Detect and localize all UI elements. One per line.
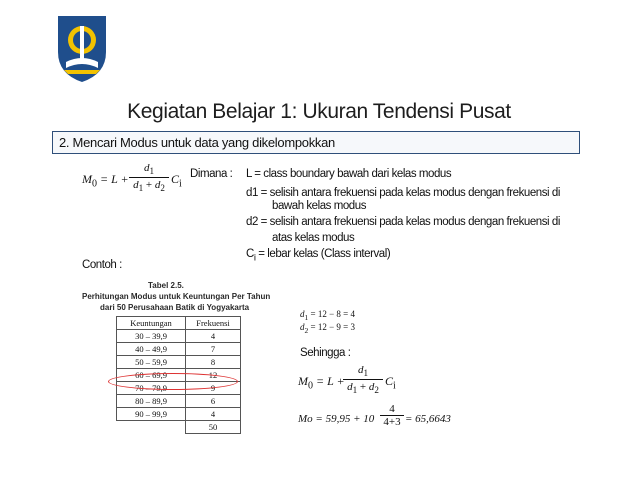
formula-ci: C — [385, 374, 394, 388]
d1-sub: 1 — [304, 312, 309, 322]
section-header-text: 2. Mencari Modus untuk data yang dikelompokkan — [59, 135, 335, 150]
table-caption-line2: dari 50 Perusahaan Batik di Yogyakarta — [100, 303, 250, 312]
formula-eq: = L + — [313, 374, 345, 388]
modus-class-highlight — [108, 373, 238, 390]
formula-den-b-sub: 2 — [160, 183, 165, 194]
formula-den-a: d — [133, 179, 139, 192]
table-cell: 9 — [186, 382, 241, 395]
table-total-cell: 50 — [186, 421, 241, 434]
table-cell: 50 – 59,9 — [117, 356, 186, 369]
table-header-cell: Keuntungan — [117, 317, 186, 330]
formula-den-a-sub: 1 — [138, 183, 144, 194]
d2-calculation — [300, 322, 355, 335]
formula-lhs-sub: 0 — [308, 380, 313, 392]
formula-ci-sub: i — [393, 380, 396, 392]
formula-den-a: d — [347, 381, 353, 394]
table-cell: 4 — [186, 330, 241, 343]
table-cell: 6 — [186, 395, 241, 408]
d1-symbol: d — [300, 309, 305, 319]
definition-d1-line2: bawah kelas modus — [272, 200, 366, 212]
table-cell: 8 — [186, 356, 241, 369]
formula-lhs-sub: 0 — [92, 178, 97, 190]
formula-den-b: d — [154, 179, 161, 192]
table-cell: 12 — [186, 369, 241, 382]
table-caption-title: Tabel 2.5. — [148, 281, 184, 290]
table-cell: 70 – 79,9 — [117, 382, 186, 395]
formula-lhs: M — [298, 374, 308, 388]
table-row — [117, 343, 241, 356]
modus-formula-repeat — [298, 362, 398, 400]
table-cell: 4 — [186, 408, 241, 421]
definition-l: L = class boundary bawah dari kelas modus — [246, 168, 452, 180]
table-row — [117, 356, 241, 369]
contoh-label: Contoh : — [82, 259, 122, 271]
table-row — [117, 330, 241, 343]
slide-title: Kegiatan Belajar 1: Ukuran Tendensi Pusat — [127, 100, 511, 123]
formula-den-plus: + — [357, 381, 369, 394]
formula-num: d — [357, 364, 364, 376]
d1-calculation — [300, 309, 355, 322]
definition-d1-line1: d1 = selisih antara frekuensi pada kelas modus dengan frekuensi di — [246, 187, 560, 199]
d2-symbol: d — [300, 322, 305, 332]
table-cell-empty — [117, 421, 186, 434]
section-header — [52, 131, 580, 154]
sehingga-label: Sehingga : — [300, 347, 351, 359]
modus-result — [298, 403, 458, 437]
formula-num-sub: 1 — [149, 166, 155, 177]
table-cell: 80 – 89,9 — [117, 395, 186, 408]
result-denominator: 4+3 — [383, 416, 401, 428]
formula-den-a-sub: 1 — [352, 385, 358, 396]
modus-formula — [82, 160, 182, 198]
result-prefix: Mo = 59,95 + 10 — [298, 413, 375, 425]
definition-ci-text: = lebar kelas (Class interval) — [255, 248, 391, 260]
d2-sub: 2 — [304, 325, 309, 335]
table-cell: 7 — [186, 343, 241, 356]
definition-ci-symbol: C — [246, 248, 254, 260]
definition-d2-line2: atas kelas modus — [272, 232, 355, 244]
formula-num-sub: 1 — [363, 368, 369, 379]
formula-lhs: M — [82, 172, 92, 186]
table-cell: 30 – 39,9 — [117, 330, 186, 343]
d1-expr: = 12 − 8 = 4 — [308, 309, 355, 319]
table-row — [117, 408, 241, 421]
table-cell: 40 – 49,9 — [117, 343, 186, 356]
formula-num: d — [143, 162, 150, 174]
definition-ci-sub: i — [253, 252, 256, 264]
university-logo-icon — [52, 12, 112, 84]
formula-den-b-sub: 2 — [374, 385, 379, 396]
table-cell: 90 – 99,9 — [117, 408, 186, 421]
definition-d2-line1: d2 = selisih antara frekuensi pada kelas modus dengan frekuensi di — [246, 216, 560, 228]
table-header-row — [117, 317, 241, 330]
formula-den-b: d — [368, 381, 375, 394]
formula-den-plus: + — [143, 179, 155, 192]
table-caption-line1: Perhitungan Modus untuk Keuntungan Per Tahun — [82, 292, 271, 301]
result-value: = 65,6643 — [405, 413, 451, 425]
result-numerator: 4 — [380, 403, 404, 416]
dimana-label: Dimana : — [190, 168, 233, 180]
formula-ci-sub: i — [179, 178, 182, 190]
table-header-cell: Frekuensi — [186, 317, 241, 330]
formula-ci: C — [171, 172, 180, 186]
table-cell: 60 – 69,9 — [117, 369, 186, 382]
table-total-row — [117, 421, 241, 434]
table-row — [117, 395, 241, 408]
d2-expr: = 12 − 9 = 3 — [308, 322, 355, 332]
formula-eq: = L + — [97, 172, 129, 186]
definition-ci — [246, 248, 390, 263]
